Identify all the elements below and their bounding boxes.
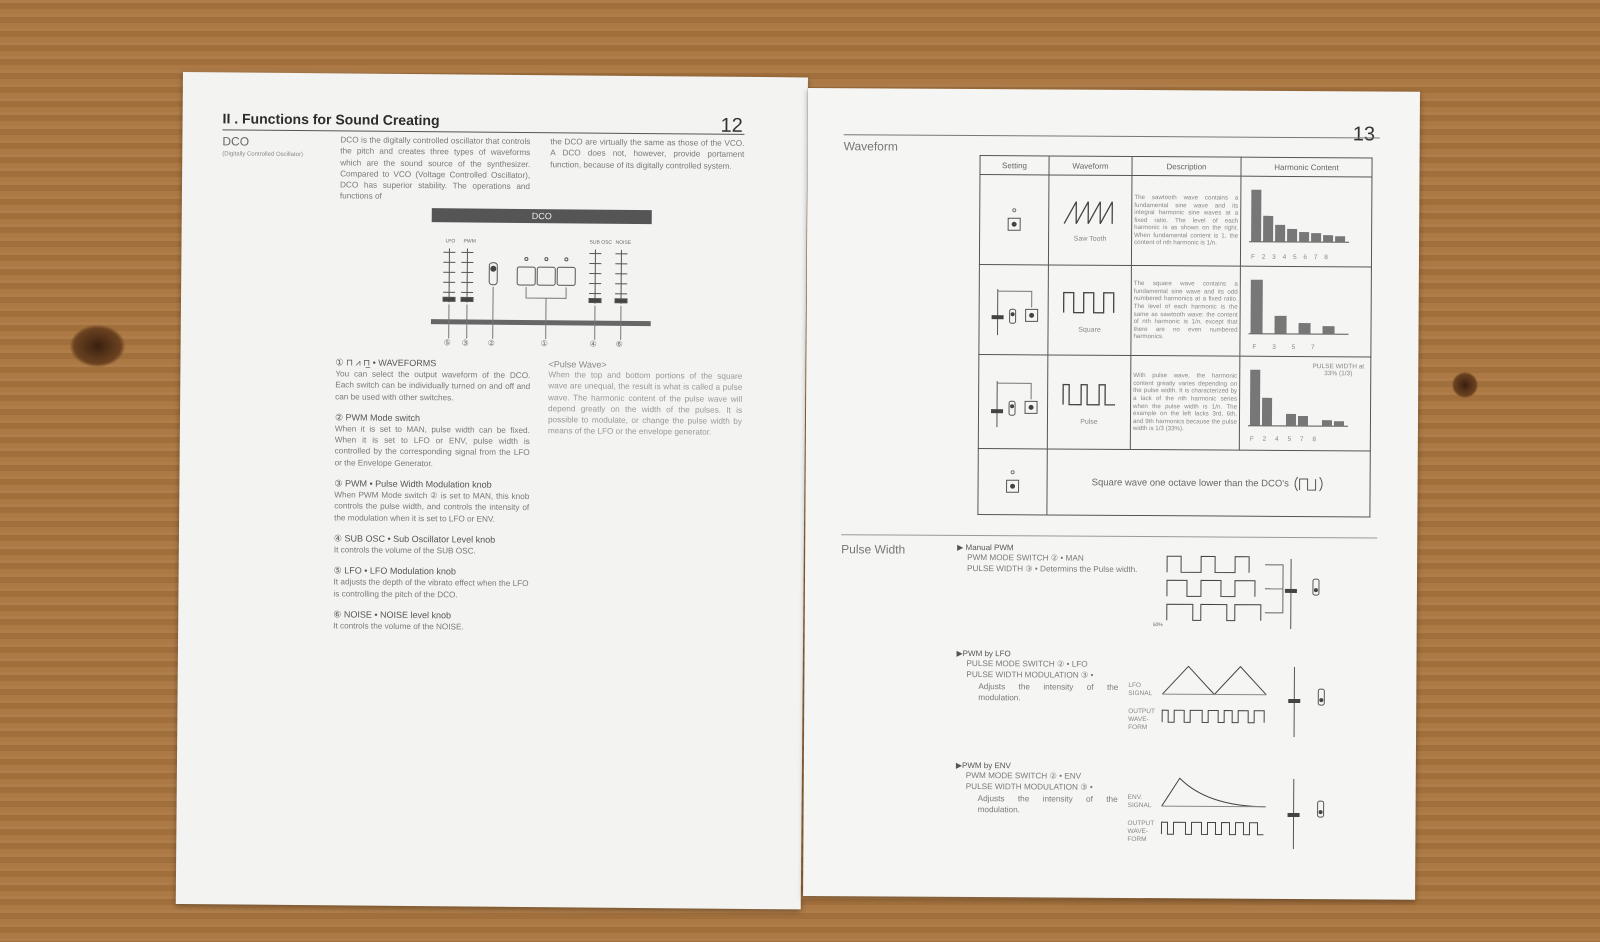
waveform-buttons: [517, 257, 575, 285]
lfo-signal-label-2: SIGNAL: [1128, 689, 1153, 698]
function-list: [333, 357, 530, 633]
waveform-name: Square: [1078, 326, 1101, 334]
section-subtitle: (Digitally Controlled Oscillator): [222, 151, 304, 159]
manual-pwm-title: ▶ Manual PWM: [957, 542, 1014, 553]
item-text: It controls the volume of the NOISE.: [333, 621, 464, 632]
list-item: [334, 533, 529, 557]
setting-cell: [978, 355, 1048, 449]
panel-label-pwm: PWM: [463, 238, 476, 245]
sub-osc-cell: [1047, 449, 1370, 517]
env-pwm-line3: Adjusts the intensity of the modulation.: [977, 793, 1118, 815]
lfo-signal-label-1: LFO: [1128, 681, 1142, 690]
item-text: When it is set to MAN, pulse width can be fixed. When it is set to LFO or ENV, pulse width is controlled by the corresponding signal from the LFO or the Envelope Generator.: [334, 424, 530, 468]
panel-base: [431, 319, 651, 326]
page-number: 12: [720, 114, 743, 137]
setting-cell: [979, 175, 1049, 265]
setting-cell: [978, 449, 1047, 515]
left-page: [176, 72, 808, 909]
intro-column-2: the DCO are virtually the same as those of the VCO. A DCO does not, however, provide portament function, because of its digitally controlled system.: [550, 137, 745, 171]
marker-3: ③: [461, 338, 469, 348]
setting-cell: [979, 265, 1049, 355]
square-icon: [1060, 287, 1120, 317]
env-output-label-1: OUTPUT: [1127, 819, 1155, 828]
fader-lfo: [443, 248, 455, 302]
table-row: [978, 355, 1371, 451]
lfo-output-label-2: WAVE-: [1128, 715, 1149, 724]
pulse-icon: [1059, 379, 1119, 409]
harmonic-bars: [1242, 272, 1352, 343]
list-item: [334, 478, 529, 525]
lfo-pwm-title: ▶PWM by LFO: [956, 648, 1011, 659]
lfo-pwm-line1: PULSE MODE SWITCH ② • LFO: [966, 658, 1088, 669]
lfo-pwm-diagram: [1158, 660, 1378, 741]
right-page: [803, 88, 1420, 900]
item-text: When PWM Mode switch ② is set to MAN, this knob controls the pulse width, and controls the intensity of the modulation when it is set to LFO or ENV.: [334, 490, 530, 524]
list-item: [333, 609, 528, 633]
waveform-cell: [1048, 265, 1132, 356]
description-cell: The square wave contains a fundamental sine wave and its odd numbered harmonics at a fixed ratio. The level of each harmonic is the same as sawtooth wave: the content of nth harmonic is 1/n, except that there are no even numbered harmonics.: [1131, 265, 1241, 356]
header-description: Description: [1132, 156, 1241, 176]
chapter-title: II . Functions for Sound Creating: [222, 110, 440, 129]
panel-drawing: [431, 222, 652, 350]
harmonic-cell: [1239, 356, 1371, 451]
header-rule: [844, 134, 1380, 138]
marker-5: ⑤: [443, 338, 451, 348]
list-item: [335, 357, 530, 404]
marker-1: ①: [540, 339, 548, 349]
wood-knot: [70, 325, 125, 367]
switch-icon: [1004, 204, 1024, 234]
manual-pwm-line2: PULSE WIDTH ③ • Determins the Pulse width.: [967, 564, 1138, 575]
lfo-pwm-block: [956, 649, 1377, 752]
sub-osc-text: Square wave one octave lower than the DCO's: [1091, 476, 1289, 489]
table-row: [979, 265, 1372, 357]
pulse-wave-text: When the top and bottom portions of the square wave are unequal, the result is what is called a pulse wave. The harmonic content of the pulse wave will depend greatly on the width of the pulses. It is possible to modulate, or change the pulse width by means of the LFO or the envelope generator.: [547, 370, 743, 438]
item-title: ⑥ NOISE • NOISE level knob: [333, 609, 452, 621]
harmonic-axis: F 2 4 5 7 8: [1249, 435, 1316, 444]
dco-panel-diagram: [431, 208, 652, 350]
panel-label-noise: NOISE: [615, 239, 632, 246]
env-pwm-line1: PWM MODE SWITCH ② • ENV: [965, 770, 1082, 781]
header-setting: Setting: [980, 156, 1049, 175]
list-item: [335, 412, 530, 470]
page-number: 13: [1352, 123, 1376, 146]
env-signal-label-2: SIGNAL: [1127, 801, 1152, 810]
waveform-name: Saw Tooth: [1073, 235, 1107, 243]
env-signal-label-1: ENV.: [1127, 793, 1143, 802]
header-waveform: Waveform: [1049, 156, 1132, 176]
panel-title: DCO: [432, 208, 652, 224]
panel-label-lfo: LFO: [445, 238, 456, 245]
env-output-label-3: FORM: [1127, 835, 1147, 844]
marker-2: ②: [487, 338, 495, 348]
item-title: ④ SUB OSC • Sub Oscillator Level knob: [333, 533, 496, 545]
harmonic-axis: F 3 5 7: [1252, 343, 1315, 352]
env-pwm-line2: PULSE WIDTH MODULATION ③ •: [965, 782, 1093, 793]
pwm-setting-icon: [983, 279, 1043, 339]
item-title: ② PWM Mode switch: [334, 412, 421, 423]
item-text: It controls the volume of the SUB OSC.: [333, 545, 476, 556]
sub-square-icon: [1291, 475, 1325, 491]
lfo-pwm-line3: Adjusts the intensity of the modulation.: [978, 681, 1119, 703]
header-rule: [222, 129, 744, 135]
intro-column-1: DCO is the digitally controlled oscillator that controls the pitch and creates three types of waveforms which are the sound source of the synthesizer. Compared to VCO (Voltage Controlled Oscillator), DCO has superior stability. The operations and functions of: [339, 135, 531, 202]
panel-label-subosc: SUB OSC: [589, 239, 613, 246]
item-text: It adjusts the depth of the vibrato effect when the LFO is controlling the pitch of the DCO.: [333, 577, 529, 599]
marker-6: ⑥: [615, 339, 623, 349]
item-title: ③ PWM • Pulse Width Modulation knob: [334, 478, 492, 490]
item-title: ① ⊓ ⩘ ⊓̲ • WAVEFORMS: [335, 357, 437, 369]
env-pwm-block: [955, 761, 1376, 864]
fader-noise: [615, 250, 627, 304]
description-cell: With pulse wave, the harmonic content greatly varies depending on the pulse width. It is characterized by a lack of the nth harmonic series when the pulse width is 1/n. The example on the left lacks 3rd, 6th, and 9th harmonics because the pulse width is 1/3 (33%).: [1130, 355, 1240, 450]
marker-4: ④: [589, 339, 597, 349]
wood-knot: [1452, 372, 1478, 398]
lfo-output-label-3: FORM: [1128, 723, 1148, 732]
fader-subosc: [589, 250, 601, 304]
item-text: You can select the output waveform of the DCO. Each switch can be individually turned on and off and can be used with other switches.: [335, 369, 531, 402]
description-cell: The sawtooth wave contains a fundamental sine wave and its integral harmonic sine waves at a fixed ratio. The level of each harmonic is as shown on the right. When fundamental content is 1, the content of nth harmonic is 1/n.: [1131, 175, 1241, 266]
waveform-label: Waveform: [843, 139, 898, 154]
list-item: [333, 566, 528, 601]
pct-label: 50%: [1152, 622, 1163, 629]
table-row: [978, 449, 1370, 517]
pulse-wave-title: <Pulse Wave>: [548, 359, 607, 370]
pulse-width-note: PULSE WIDTH at 33% (1/3): [1312, 363, 1365, 378]
harmonic-cell: [1240, 176, 1372, 267]
fader-pwm: [461, 248, 473, 302]
harmonic-axis: F 2 3 4 5 6 7 8: [1250, 253, 1328, 262]
item-title: ⑤ LFO • LFO Modulation knob: [333, 565, 456, 577]
manual-pwm-diagram: [1153, 552, 1353, 633]
env-pwm-diagram: [1157, 772, 1377, 853]
section-rule: [841, 534, 1377, 538]
switch-icon: [1003, 466, 1023, 496]
manual-pwm-block: [957, 543, 1378, 646]
lfo-output-label-1: OUTPUT: [1128, 707, 1155, 716]
pulse-width-label: Pulse Width: [841, 542, 906, 557]
manual-pwm-line1: PWM MODE SWITCH ② • MAN: [967, 552, 1084, 563]
env-output-label-2: WAVE-: [1127, 827, 1149, 836]
section-title: DCO: [222, 134, 250, 149]
waveform-cell: [1047, 355, 1131, 450]
waveform-cell: [1048, 175, 1132, 266]
waveform-name: Pulse: [1080, 418, 1098, 426]
table-row: [979, 175, 1372, 267]
sawtooth-icon: [1060, 198, 1120, 228]
lfo-pwm-line2: PULSE WIDTH MODULATION ③ •: [966, 670, 1094, 681]
env-pwm-title: ▶PWM by ENV: [955, 760, 1011, 771]
pulse-wave-box: [548, 359, 743, 438]
header-harmonic: Harmonic Content: [1241, 157, 1372, 177]
waveform-table: [977, 155, 1372, 517]
pwm-setting-icon: [983, 371, 1043, 431]
harmonic-bars: [1243, 182, 1353, 253]
harmonic-cell: [1240, 266, 1372, 357]
